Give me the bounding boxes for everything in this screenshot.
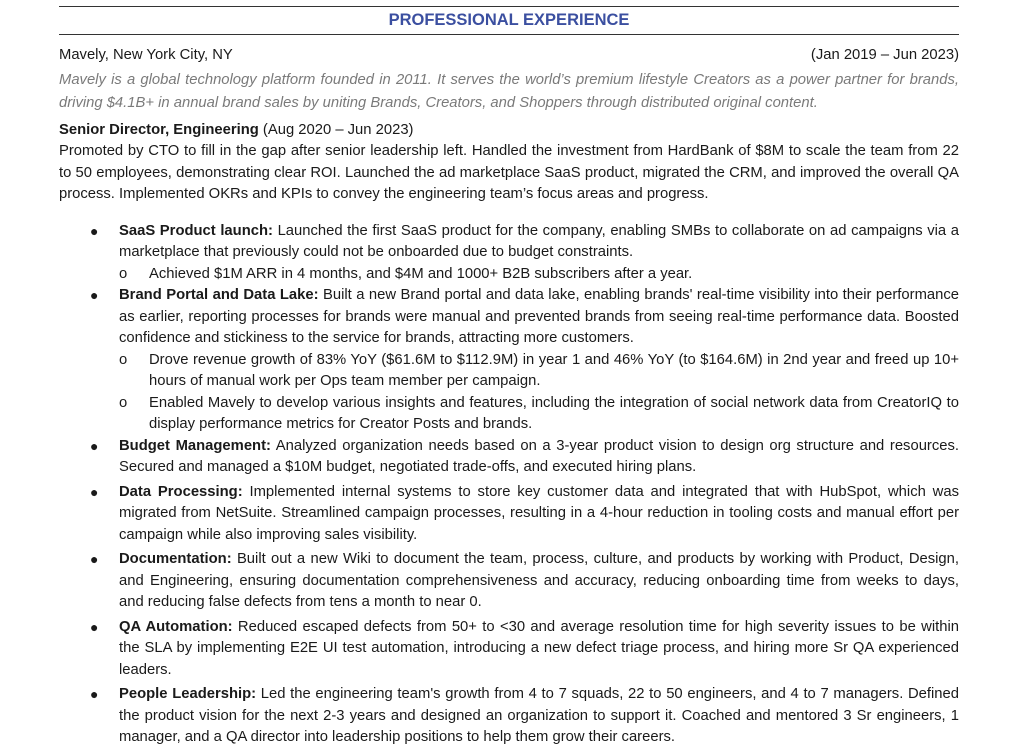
bullet-label: Budget Management: [119,437,271,454]
list-item [59,684,959,749]
list-item [59,285,959,436]
bullet-icon: ● [90,287,99,303]
sub-list-item [119,264,959,286]
sub-text: Achieved $1M ARR in 4 months, and $4M and 1000+ B2B subscribers after a year. [149,265,693,282]
company-row [59,45,959,66]
sub-text: Enabled Mavely to develop various insights and features, including the integration of social network data from CreatorIQ to display performance metrics for Creator Posts and brands. [149,394,959,432]
bullet-label: People Leadership: [119,686,257,702]
sub-text: Drove revenue growth of 83% YoY ($61.6M to $112.9M) in year 1 and 46% YoY (to $164.6M) in 2nd year and freed up 10+ hours of manual work per Ops team member per campaign. [149,351,959,389]
bullet-label: Brand Portal and Data Lake: [119,287,319,303]
role-dates: (Aug 2020 – Jun 2023) [258,122,414,138]
sub-list [119,264,959,286]
circle-bullet-icon: o [119,265,128,282]
bullet-text: Led the engineering team's growth from 4 to 7 squads, 22 to 50 engineers, and 4 to 7 managers. Defined the product vision for the next 2-3 years and designed an organization to support it. Coached and mentored 3 Sr engineers, 1 manager, and a QA director into leadership positions to help them grow their careers. [119,686,959,745]
sub-list-item [119,350,959,393]
role-title: Senior Director, Engineering [59,122,259,138]
bullet-text: Analyzed organization needs based on a 3-year product vision to design org structure and resources. Secured and managed a $10M budget, negotiated trade-offs, and executed hiring plans. [119,437,959,475]
company-name: Mavely, New York City, NY [59,47,233,63]
bullet-text: Built a new Brand portal and data lake, enabling brands' real-time visibility into their performance as earlier, reporting processes for brands were manual and prevented brands from seeing real-time performance data. Boosted confidence and stickiness to the service for brands, attracting more customers. [119,287,959,346]
list-item [59,482,959,547]
bullet-text: Launched the first SaaS product for the company, enabling SMBs to collaborate on ad campaigns via a marketplace that previously could not be onboarded due to budget constraints. [119,222,960,260]
section-title: PROFESSIONAL EXPERIENCE [59,7,959,35]
bullet-label: SaaS Product launch: [119,222,273,239]
circle-bullet-icon: o [119,351,128,368]
bullet-label: Data Processing: [119,483,243,500]
list-item [59,221,959,286]
bullet-text: Implemented internal systems to store key customer data and integrated that with HubSpot, which was migrated from NetSuite. Streamlined campaign processes, resulting in a 4-hour reduction in tooling costs and manual effort per campaign while also improving sales visibility. [119,483,959,543]
list-item [59,617,959,682]
bullet-text: Built out a new Wiki to document the team, process, culture, and products by working with Product, Design, and Engineering, ensuring documentation comprehensiveness and accuracy, reducing onboarding time from weeks to days, and reducing false defects from tens a month to near 0. [119,551,959,610]
bullet-icon: ● [90,551,99,567]
bullet-icon: ● [90,483,99,500]
achievement-list [59,221,959,749]
company-description: Mavely is a global technology platform founded in 2011. It serves the world’s premium lifestyle Creators as a power partner for brands, driving $4.1B+ in annual brand sales by uniting Brands, Creators, and Shoppers through distributed original content. [59,72,959,111]
company-dates: (Jan 2019 – Jun 2023) [810,47,959,63]
bullet-icon: ● [90,618,99,635]
role-heading [59,120,959,141]
bullet-label: QA Automation: [119,618,233,635]
bullet-label: Documentation: [119,551,232,567]
list-item [59,436,959,479]
resume-page [59,6,959,749]
list-item [59,549,959,614]
bullet-text: Reduced escaped defects from 50+ to <30 and average resolution time for high severity issues to be within the SLA by implementing E2E UI test automation, introducing a new defect triage process, and hiring more Sr QA experienced leaders. [119,618,959,678]
circle-bullet-icon: o [119,394,128,411]
bullet-icon: ● [90,437,99,454]
sub-list [119,350,959,436]
sub-list-item [119,393,959,436]
bullet-icon: ● [90,686,99,702]
role-summary: Promoted by CTO to fill in the gap after senior leadership left. Handled the investment from HardBank of $8M to scale the team from 22 to 50 employees, demonstrating clear ROI. Launched the ad marketplace SaaS product, migrated the CRM, and improved the overall QA process. Implemented OKRs and KPIs to convey the engineering team’s focus areas and progress. [59,143,959,202]
bullet-icon: ● [90,222,99,239]
